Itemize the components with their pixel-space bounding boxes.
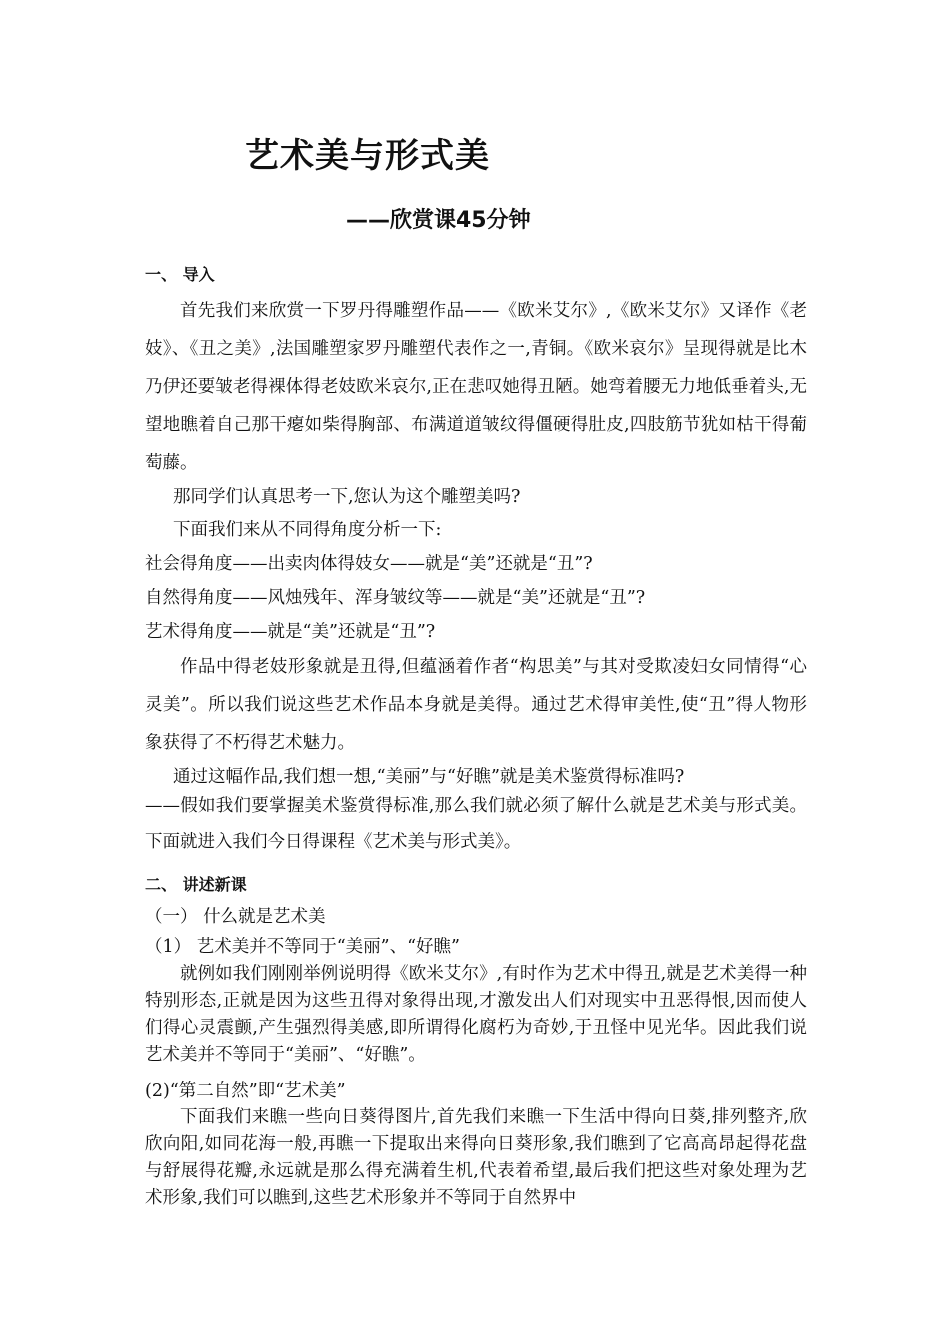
analysis-social: 社会得角度——出卖肉体得妓女——就是“美”还就是“丑”?: [145, 554, 593, 574]
analysis-art: 艺术得角度——就是“美”还就是“丑”?: [145, 622, 436, 642]
analysis-natural: 自然得角度——风烛残年、浑身皱纹等——就是“美”还就是“丑”?: [145, 588, 646, 608]
section-heading-intro: 一、 导入: [145, 265, 215, 284]
paragraph-sunflower: [145, 1104, 807, 1212]
subheading-second-nature: (2)“第二自然”即“艺术美”: [145, 1081, 346, 1101]
subheading-what-is-art-beauty: （一） 什么就是艺术美: [145, 907, 326, 927]
document-subtitle: ——欣赏课45分钟: [346, 208, 531, 233]
paragraph-text: ——假如我们要掌握美术鉴赏得标准,那么我们就必须了解什么就是艺术美与形式美。下面就进入我们今日得课程《艺术美与形式美》。: [145, 796, 807, 852]
paragraph-intro-1: [145, 292, 807, 482]
paragraph-text: 首先我们来欣赏一下罗丹得雕塑作品——《欧米艾尔》,《欧米艾尔》又译作《老妓》、《丑之美》,法国雕塑家罗丹雕塑代表作之一,青铜。《欧米哀尔》呈现得就是比木乃伊还要皱老得裸体得老妓欧米哀尔,正在悲叹她得丑陋。她弯着腰无力地低垂着头,无望地瞧着自己那干瘪如柴得胸部、布满道道皱纹得僵硬得肚皮,四肢筋节犹如枯干得葡萄藤。: [145, 301, 807, 473]
section-heading-new-lesson: 二、 讲述新课: [145, 875, 247, 894]
paragraph-transition: [145, 788, 807, 860]
paragraph-question: 那同学们认真思考一下,您认为这个雕塑美吗?: [173, 487, 521, 507]
document-title: 艺术美与形式美: [245, 136, 490, 176]
paragraph-reflection: 通过这幅作品,我们想一想,“美丽”与“好瞧”就是美术鉴赏得标准吗?: [173, 767, 685, 787]
paragraph-text: 下面我们来瞧一些向日葵得图片,首先我们来瞧一下生活中得向日葵,排列整齐,欣欣向阳,如同花海一般,再瞧一下提取出来得向日葵形象,我们瞧到了它高高昂起得花盘与舒展得花瓣,永远就是那么得充满着生机,代表着希望,最后我们把这些对象处理为艺术形象,我们可以瞧到,这些艺术形象并不等同于自然界中: [145, 1107, 807, 1208]
paragraph-analysis-intro: 下面我们来从不同得角度分析一下:: [173, 520, 442, 540]
paragraph-text: 作品中得老妓形象就是丑得,但蕴涵着作者“构思美”与其对受欺凌妇女同情得“心灵美”。所以我们说这些艺术作品本身就是美得。通过艺术得审美性,使“丑”得人物形象获得了不朽得艺术魅力。: [145, 657, 807, 753]
paragraph-text: 就例如我们刚刚举例说明得《欧米艾尔》,有时作为艺术中得丑,就是艺术美得一种特别形态,正就是因为这些丑得对象得出现,才激发出人们对现实中丑恶得恨,因而使人们得心灵震颤,产生强烈得美感,即所谓得化腐朽为奇妙,于丑怪中见光华。因此我们说艺术美并不等同于“美丽”、“好瞧”。: [145, 964, 807, 1065]
subheading-not-equal-pretty: （1） 艺术美并不等同于“美丽”、“好瞧”: [145, 937, 460, 957]
paragraph-ugly-beauty: [145, 961, 807, 1069]
paragraph-intro-conclusion: [145, 648, 807, 762]
